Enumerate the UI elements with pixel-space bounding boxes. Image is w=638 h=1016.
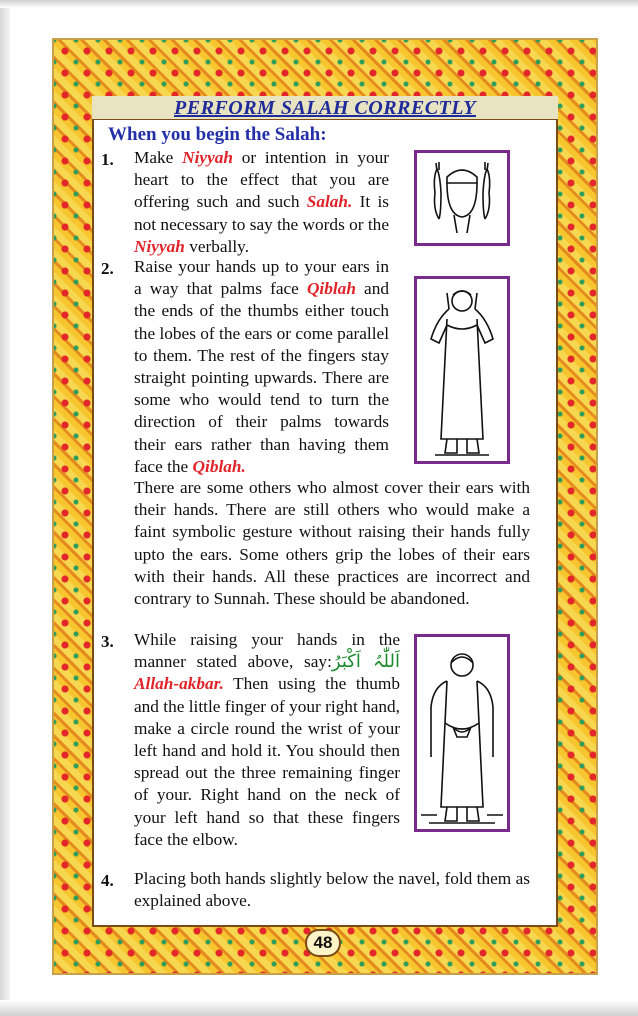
- text-segment: There are some others who almost cover their ears with their hands. There are still others who would make a faint symbolic gesture without raising their hands fully upto the ears. Some others grip the lobes of their ears with their hands. All these practices are incorrect and contrary to Sunnah. These should be abandoned.: [134, 478, 530, 609]
- text-segment: and the ends of the thumbs either touch the lobes of the ears or come parallel to them. The rest of the fingers stay straight pointing upwards. There are some who would tend to turn the direction of their palms towards their ears rather than having them face the: [134, 279, 389, 476]
- bottom-strip: [0, 1000, 638, 1016]
- text-segment: or intention in your heart to the effect that you are offering such and such: [134, 148, 390, 212]
- page-number: 48: [305, 929, 341, 957]
- text-segment: Then using the thumb and the little finger of your right hand, make a circle round the wrist of your left hand and hold it. You should then spread out the three remaining finger of your. Right hand on the neck of your left hand so that these fingers face the elbow.: [134, 674, 400, 849]
- figure-standing-raised-hands-drawing: [417, 279, 507, 461]
- text-segment: Make: [134, 148, 183, 167]
- item-text: [134, 629, 400, 851]
- figure-hands-at-ears: [414, 150, 510, 246]
- highlighted-term: Niyyah: [134, 236, 185, 256]
- title-bar: [92, 96, 558, 120]
- item-number: 3.: [101, 632, 114, 651]
- highlighted-term: Qiblah: [306, 279, 356, 299]
- text-segment: It is not necessary to say the words or the: [134, 192, 389, 234]
- item-text: [134, 868, 530, 912]
- top-strip: [0, 0, 638, 8]
- page-edge: [0, 0, 10, 1016]
- figure-hands-at-ears-drawing: [417, 153, 507, 243]
- figure-standing-folded-hands: [414, 634, 510, 832]
- highlighted-term: Salah.: [306, 192, 353, 212]
- text-segment: verbally.: [184, 236, 250, 256]
- item-text: [134, 256, 389, 478]
- highlighted-term: Allah-akbar.: [134, 674, 224, 694]
- arabic-phrase: اَللّٰہُ اَکْبَرُ: [331, 651, 400, 673]
- item-number: 1.: [101, 150, 114, 169]
- figure-standing-folded-hands-drawing: [417, 637, 507, 829]
- text-segment: Placing both hands slightly below the navel, fold them as explained above.: [134, 869, 530, 911]
- page-title: PERFORM SALAH CORRECTLY: [174, 97, 476, 119]
- text-segment: Raise your hands up to your ears in a way that palms face: [134, 257, 389, 299]
- text-segment: While raising your hands in the manner stated above, say:: [134, 630, 400, 672]
- paragraph-text: [134, 477, 530, 610]
- item-text: [134, 147, 389, 258]
- figure-standing-raised-hands: [414, 276, 510, 464]
- item-number: 4.: [101, 871, 114, 890]
- subheading: When you begin the Salah:: [108, 124, 327, 145]
- highlighted-term: Niyyah: [182, 148, 233, 167]
- highlighted-term: Qiblah.: [192, 456, 246, 476]
- item-number: 2.: [101, 259, 114, 278]
